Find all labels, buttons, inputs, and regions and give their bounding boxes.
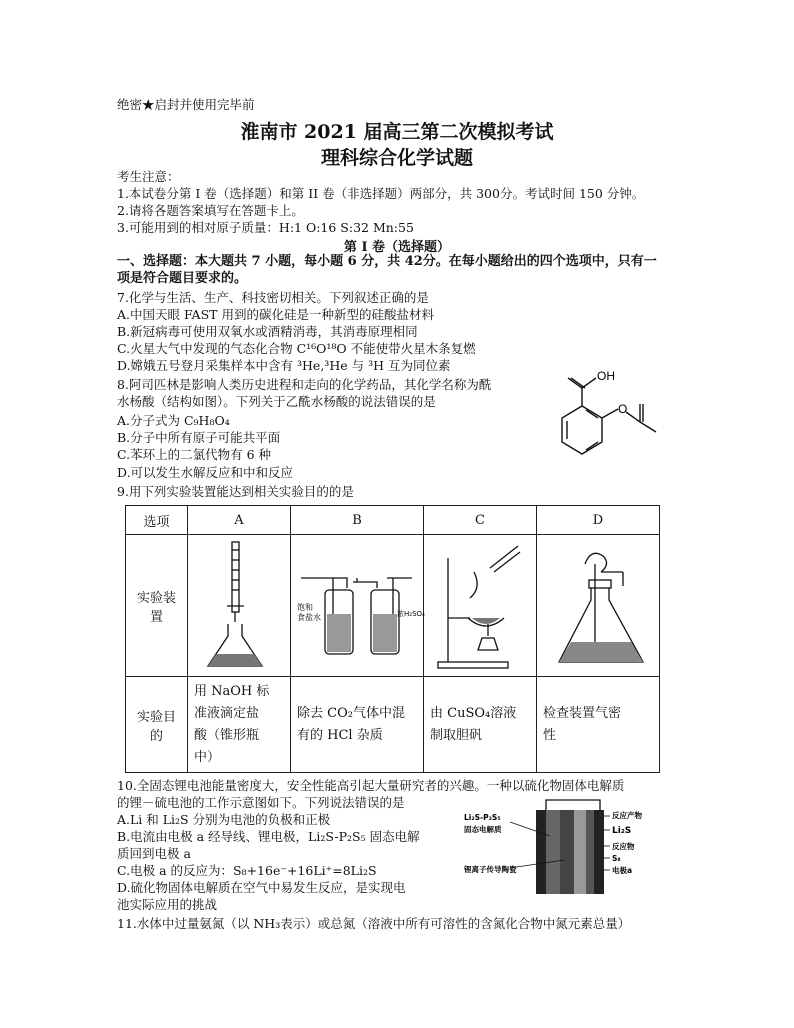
exam-subtitle: 理科综合化学试题 [320,147,473,169]
purpose-line: 用 NaOH 标 [194,683,270,699]
section-title: 第 I 卷（选择题） [343,240,451,255]
notice-item: 1.本试卷分第 I 卷（选择题）和第 II 卷（非选择题）两部分，共 300分。考试时间 150 分钟。 [117,186,645,201]
oh-label: OH [597,369,615,383]
table-header-cell: D [537,506,660,535]
apparatus-c [424,535,537,677]
purpose-line: 制取胆矾 [430,727,483,743]
q8-stem: 8.阿司匹林是影响人类历史进程和走向的化学药品，其化学名称为酰 [117,377,492,392]
titration-apparatus-figure [194,538,284,673]
q10-option-d: 池实际应用的挑战 [117,897,218,912]
label-li2s: Li₂S [612,826,632,836]
confidential-note: 绝密★启封并使用完毕前 [117,97,255,112]
purpose-line: 酸（锥形瓶 [194,727,260,743]
b-label-brine: 食盐水 [297,613,321,622]
notice-heading: 考生注意： [117,169,180,184]
q10-stem: 的锂－硫电池的工作示意图如下。下列说法错误的是 [117,795,405,810]
q11-stem: 11.水体中过量氨氮（以 NH₃表示）或总氮（溶液中所有可溶性的含氮化合物中氮元素总量） [117,916,631,931]
q10-option-b: 质回到电极 a [117,846,191,861]
battery-diagram [460,796,680,904]
q10-option-c: C.电极 a 的反应为：S₈+16e⁻+16Li⁺=8Li₂S [117,863,377,878]
purpose-b [291,677,424,773]
q7-option-d: D.嫦娥五号登月采集样本中含有 ³He,³He 与 ³H 互为同位素 [117,358,451,373]
notice-item: 2.请将各题答案填写在答题卡上。 [117,203,304,218]
q8-stem: 水杨酸（结构如图）。下列关于乙酰水杨酸的说法错误的是 [117,394,436,409]
table-header-cell: A [188,506,291,535]
q10-stem: 10.全固态锂电池能量密度大，安全性能高引起大量研究者的兴趣。一种以硫化物固体电解质 [117,778,625,793]
q9-stem: 9.用下列实验装置能达到相关实验目的的是 [117,484,354,499]
q7-option-a: A.中国天眼 FAST 用到的碳化硅是一种新型的硅酸盐材料 [117,307,434,322]
notice-item: 3.可能用到的相对原子质量：H:1 O:16 S:32 Mn:55 [117,220,414,235]
exam-title: 淮南市 2021 届高三第二次模拟考试 [240,121,554,143]
section-instruction: 一、选择题：本大题共 7 小题，每小题 6 分，共 42分。在每小题给出的四个选项中，只有一 [117,254,657,269]
o-label: O [618,402,628,416]
b-label-h2so4: 浓H₂SO₄ [397,610,425,618]
experiment-table [125,505,660,773]
purpose-d [537,677,660,773]
q8-option-b: B.分子中所有原子可能共平面 [117,430,281,445]
q10-option-a: A.Li 和 Li₂S 分别为电池的负极和正极 [117,812,331,827]
q7-option-b: B.新冠病毒可使用双氧水或酒精消毒，其消毒原理相同 [117,324,418,339]
q10-option-d: D.硫化物固体电解质在空气中易发生反应，是实现电 [117,880,406,895]
q10-option-b: B.电流由电极 a 经导线、锂电极，Li₂S-P₂S₅ 固态电解 [117,829,420,844]
q7-option-c: C.火星大气中发现的气态化合物 C¹⁶O¹⁸O 不能使带火星木条复燃 [117,341,476,356]
label-s8: S₈ [612,854,621,863]
purpose-line: 中） [194,749,221,765]
purpose-line: 除去 CO₂气体中混 [297,705,405,721]
purpose-line: 有的 HCl 杂质 [297,727,383,743]
purpose-a [188,677,291,773]
label-electrode-a: 电极a [612,866,633,875]
q8-option-d: D.可以发生水解反应和中和反应 [117,465,294,480]
purpose-line: 检查装置气密 [543,705,622,721]
q8-option-a: A.分子式为 C₉H₈O₄ [117,413,230,428]
q8-option-c: C.苯环上的二氯代物有 6 种 [117,447,271,462]
airtightness-apparatus-figure [543,538,653,673]
evaporation-apparatus-figure [430,538,530,673]
q7-stem: 7.化学与生活、生产、科技密切相关。下列叙述正确的是 [117,290,429,305]
label-ceramic: 锂离子传导陶瓷 [464,865,517,874]
purpose-c [424,677,537,773]
label-electrolyte: Li₂S-P₂S₅ [464,813,501,822]
apparatus-b [291,535,424,677]
apparatus-d [537,535,660,677]
section-instruction: 项是符合题目要求的。 [117,271,248,286]
purpose-line: 由 CuSO₄溶液 [430,705,517,721]
row-label-apparatus: 实验装置 [126,535,188,677]
apparatus-a [188,535,291,677]
label-product: 反应产物 [612,811,642,820]
purpose-line: 性 [543,727,557,743]
label-electrolyte: 固态电解质 [464,825,502,834]
table-header-cell: B [291,506,424,535]
purpose-line: 准液滴定盐 [194,705,260,721]
table-header-cell: 选项 [126,506,188,535]
gas-washing-apparatus-figure [297,538,425,673]
b-label-saturated: 饱和 [297,603,313,612]
row-label-purpose: 实验目的 [126,677,188,773]
table-header-cell: C [424,506,537,535]
label-reactant: 反应物 [612,842,635,851]
aspirin-structure [540,366,700,466]
